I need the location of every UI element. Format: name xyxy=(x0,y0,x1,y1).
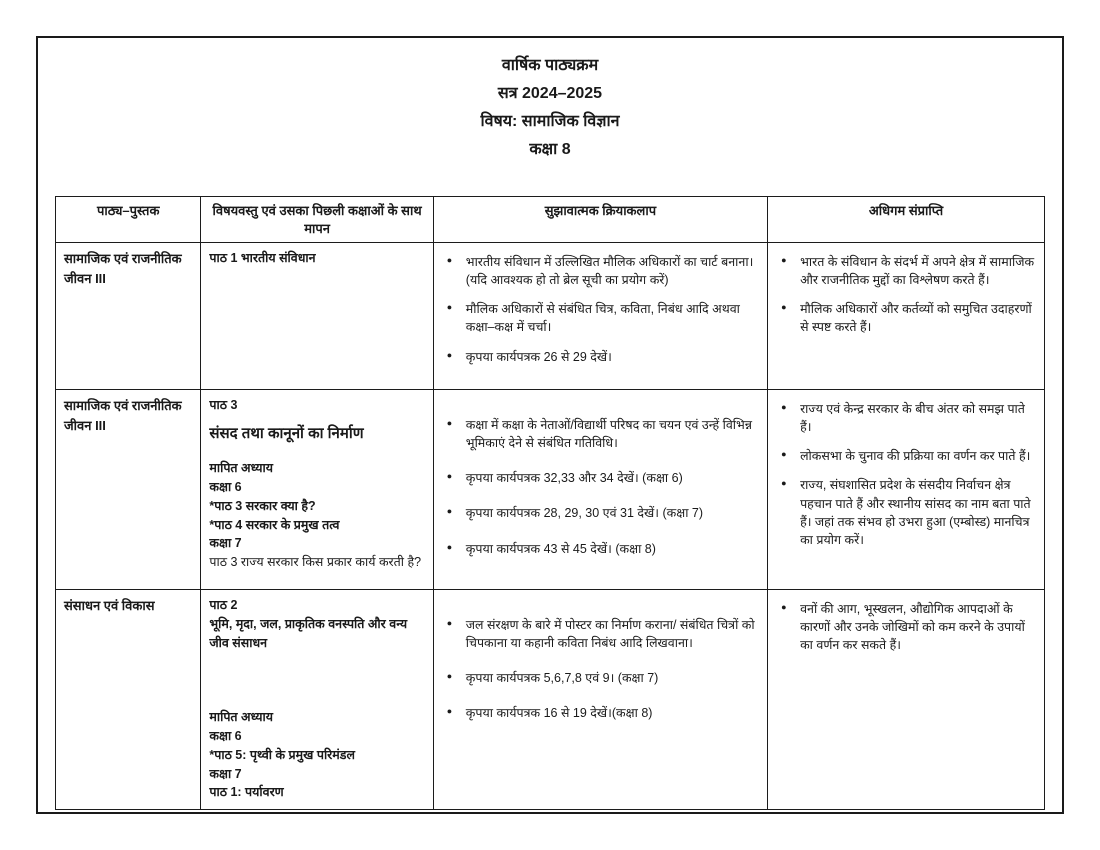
content-line: *पाठ 5: पृथ्वी के प्रमुख परिमंडल xyxy=(209,747,355,762)
textbook-cell: सामाजिक एवं राजनीतिक जीवन III xyxy=(56,390,201,590)
activity-item-cell xyxy=(433,390,767,590)
activity-item: ● कृपया कार्यपत्रक 5,6,7,8 एवं 9। (कक्षा 7) xyxy=(442,669,759,687)
document-header xyxy=(38,38,1062,164)
activity-item-cell xyxy=(433,243,767,390)
content-line: पाठ 3 xyxy=(209,398,238,413)
outcome-item: ● भारत के संविधान के संदर्भ में अपने क्षेत्र में सामाजिक और राजनीतिक मुद्दों का विश्लेषण करते हैं। xyxy=(776,253,1036,289)
activity-item: ● कृपया कार्यपत्रक 32,33 और 34 देखें। (कक्षा 6) xyxy=(442,469,759,487)
content-line: कक्षा 7 xyxy=(209,766,242,781)
content-line: पाठ 1 भारतीय संविधान xyxy=(209,251,316,266)
outcome-item: ● वनों की आग, भूस्खलन, औद्योगिक आपदाओं के कारणों और उनके जोखिमों को कम करने के उपायों का वर्णन कर सकते हैं। xyxy=(776,600,1036,654)
content-line: कक्षा 6 xyxy=(209,480,242,495)
activity-item-list xyxy=(442,416,759,558)
content-line: भूमि, मृदा, जल, प्राकृतिक वनस्पति और वन्य जीव संसाधन xyxy=(209,616,408,650)
activity-item: ● कृपया कार्यपत्रक 26 से 29 देखें। xyxy=(442,348,759,366)
activity-item: ● जल संरक्षण के बारे में पोस्टर का निर्माण कराना/ संबंधित चित्रों को चिपकाना या कहानी कविता निबंध आदि लिखवाना। xyxy=(442,616,759,652)
activity-item: ● भारतीय संविधान में उल्लिखित मौलिक अधिकारों का चार्ट बनाना। (यदि आवश्यक हो तो ब्रेल सूची का प्रयोग करें) xyxy=(442,253,759,289)
content-line: पाठ 3 राज्य सरकार किस प्रकार कार्य करती है? xyxy=(209,555,422,570)
table-row xyxy=(56,390,1045,590)
content-line: *पाठ 4 सरकार के प्रमुख तत्व xyxy=(209,517,340,532)
table-row xyxy=(56,243,1045,390)
content-cell xyxy=(201,390,433,590)
content-line: कक्षा 7 xyxy=(209,536,242,551)
activity-item-list xyxy=(442,253,759,366)
outcome-item-cell xyxy=(768,243,1045,390)
outcome-item-list xyxy=(776,400,1036,549)
content-cell xyxy=(201,243,433,390)
outcome-item-list xyxy=(776,253,1036,337)
column-header-3: सुझावात्मक क्रियाकलाप xyxy=(433,197,767,243)
content-line: मापित अध्याय xyxy=(209,710,274,725)
content-line: पाठ 2 xyxy=(209,598,238,613)
outcome-item: ● राज्य, संघशासित प्रदेश के संसदीय निर्वाचन क्षेत्र पहचान पाते हैं और स्थानीय सांसद का नाम बता पाते हैं। जहां तक संभव हो उभरा हुआ (एम्बोस्ड) मानचित्र का प्रयोग करें। xyxy=(776,476,1036,549)
content-cell xyxy=(201,590,433,810)
activity-item-list xyxy=(442,616,759,723)
outcome-item-cell xyxy=(768,390,1045,590)
content-line: पाठ 1: पर्यावरण xyxy=(209,785,284,800)
activity-item: ● कृपया कार्यपत्रक 28, 29, 30 एवं 31 देखें। (कक्षा 7) xyxy=(442,504,759,522)
column-header-4: अधिगम संप्राप्ति xyxy=(768,197,1045,243)
content-line: *पाठ 3 सरकार क्या है? xyxy=(209,498,316,513)
outcome-item: ● मौलिक अधिकारों और कर्तव्यों को समुचित उदाहरणों से स्पष्ट करते हैं। xyxy=(776,300,1036,336)
outcome-item-list xyxy=(776,600,1036,654)
syllabus-table xyxy=(55,196,1045,810)
activity-item-cell xyxy=(433,590,767,810)
doc-class: कक्षा 8 xyxy=(529,141,571,158)
doc-session: सत्र 2024–2025 xyxy=(497,85,603,102)
content-line: कक्षा 6 xyxy=(209,729,242,744)
activity-item: ● कृपया कार्यपत्रक 43 से 45 देखें। (कक्षा 8) xyxy=(442,540,759,558)
textbook-cell: संसाधन एवं विकास xyxy=(56,590,201,810)
document-sheet xyxy=(36,36,1064,814)
table-row xyxy=(56,590,1045,810)
doc-subject: विषय: सामाजिक विज्ञान xyxy=(480,113,620,130)
column-header-1: पाठ्य–पुस्तक xyxy=(56,197,201,243)
table-header-row xyxy=(56,197,1045,243)
content-line: संसद तथा कानूनों का निर्माण xyxy=(209,424,364,442)
doc-title: वार्षिक पाठ्यक्रम xyxy=(501,57,599,74)
activity-item: ● कक्षा में कक्षा के नेताओं/विद्यार्थी परिषद का चयन एवं उन्हें विभिन्न भूमिकाएं देने से संबंधित गतिविधि। xyxy=(442,416,759,452)
content-line: मापित अध्याय xyxy=(209,461,274,476)
activity-item: ● मौलिक अधिकारों से संबंधित चित्र, कविता, निबंध आदि अथवा कक्षा–कक्ष में चर्चा। xyxy=(442,300,759,336)
outcome-item: ● राज्य एवं केन्द्र सरकार के बीच अंतर को समझ पाते हैं। xyxy=(776,400,1036,436)
textbook-cell: सामाजिक एवं राजनीतिक जीवन III xyxy=(56,243,201,390)
outcome-item-cell xyxy=(768,590,1045,810)
activity-item: ● कृपया कार्यपत्रक 16 से 19 देखें।(कक्षा 8) xyxy=(442,704,759,722)
outcome-item: ● लोकसभा के चुनाव की प्रक्रिया का वर्णन कर पाते हैं। xyxy=(776,447,1036,465)
column-header-2: विषयवस्तु एवं उसका पिछली कक्षाओं के साथ मापन xyxy=(201,197,433,243)
